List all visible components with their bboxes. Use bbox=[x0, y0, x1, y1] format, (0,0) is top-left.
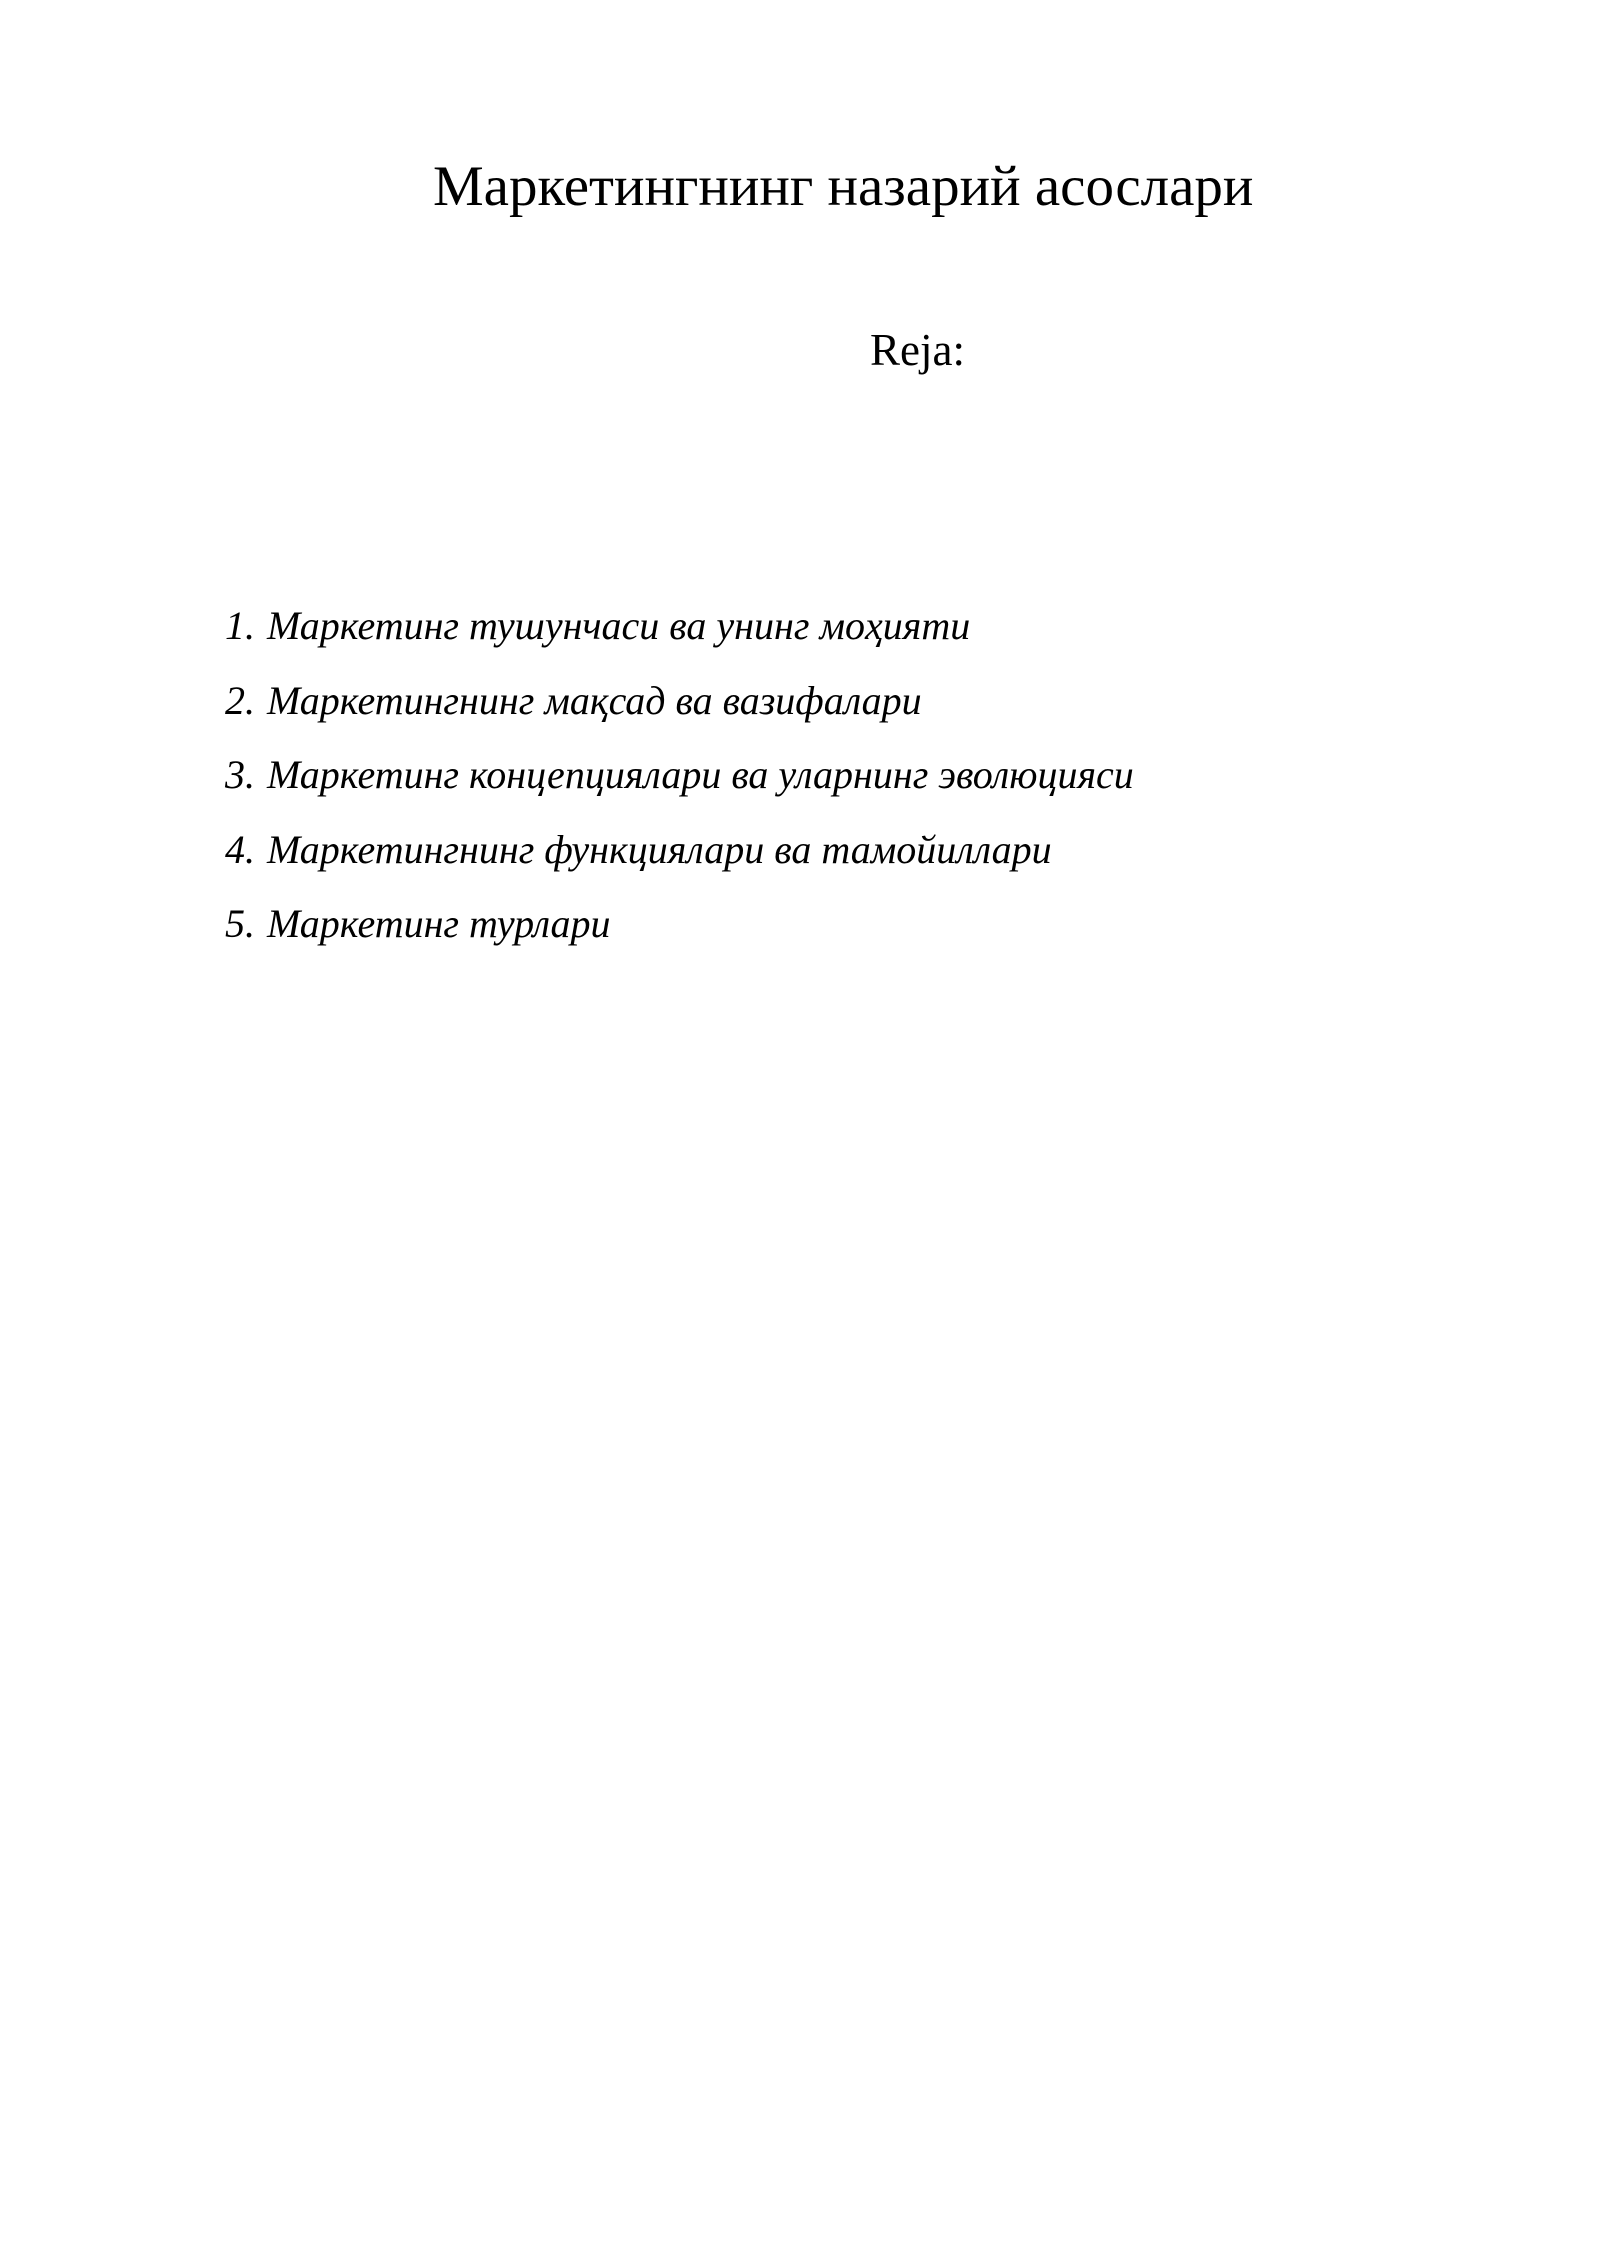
plan-item bbox=[225, 669, 1134, 744]
plan-item bbox=[225, 892, 1134, 967]
plan-item-number: 1. bbox=[225, 603, 255, 648]
plan-item-text: Маркетинг концепциялари ва уларнинг эволюцияси bbox=[267, 752, 1134, 797]
plan-item bbox=[225, 743, 1134, 818]
plan-item-number: 3. bbox=[225, 752, 255, 797]
plan-heading: Reja: bbox=[870, 325, 965, 375]
plan-item-text: Маркетинг турлари bbox=[267, 901, 611, 946]
document-title: Маркетингнинг назарий асослари bbox=[433, 155, 1254, 218]
plan-list bbox=[225, 594, 1134, 967]
plan-item-text: Маркетингнинг мақсад ва вазифалари bbox=[267, 677, 922, 723]
plan-item bbox=[225, 594, 1134, 669]
plan-item-text: Маркетинг тушунчаси ва унинг моҳияти bbox=[267, 603, 971, 648]
plan-item bbox=[225, 818, 1134, 893]
plan-item-text: Маркетингнинг функциялари ва тамойиллари bbox=[267, 826, 1052, 872]
plan-item-number: 5. bbox=[225, 901, 255, 946]
plan-item-number: 4. bbox=[225, 826, 255, 872]
plan-item-number: 2. bbox=[225, 677, 255, 723]
